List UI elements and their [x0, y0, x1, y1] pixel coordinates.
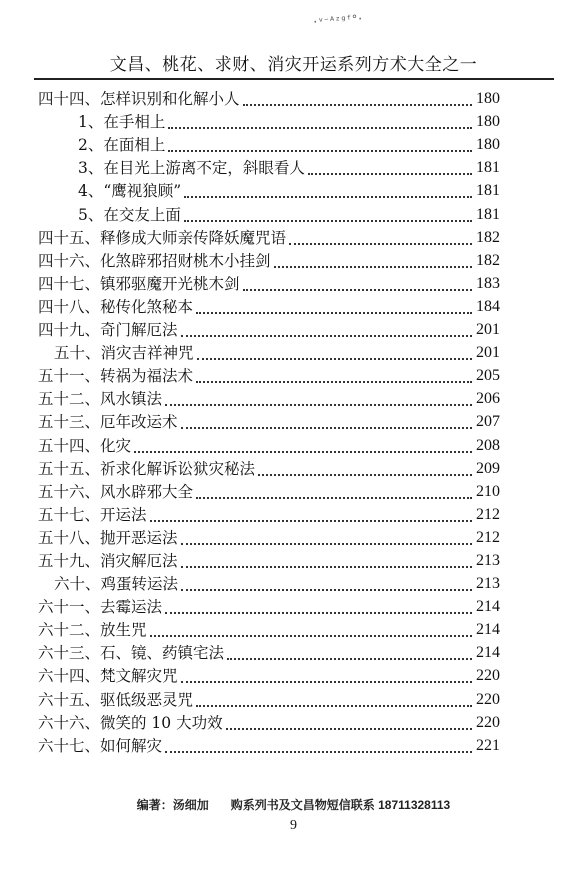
toc-entry: [38, 272, 500, 295]
dot-leader: [181, 542, 472, 545]
toc-entry: [38, 295, 500, 318]
toc-entry-page: 212: [476, 505, 500, 523]
dot-leader: [165, 403, 472, 406]
toc-entry-page: 201: [476, 321, 500, 339]
toc-entry-title: 2、在面相上: [78, 136, 166, 155]
dot-leader: [184, 195, 472, 198]
dot-leader: [258, 473, 472, 476]
toc-entry-title: 五十二、风水镇法: [38, 390, 163, 409]
toc-entry-page: 205: [476, 367, 500, 385]
toc-entry-page: 214: [476, 644, 500, 662]
dot-leader: [197, 357, 472, 360]
footer: [0, 796, 587, 813]
toc-entry-page: 181: [476, 159, 500, 177]
toc-entry-page: 183: [476, 274, 500, 292]
toc-entry-title: 六十七、如何解灾: [38, 736, 163, 755]
dot-leader: [181, 588, 472, 591]
toc-entry: [38, 341, 500, 364]
toc-entry: [38, 387, 500, 410]
dot-leader: [150, 519, 472, 522]
toc-entry-page: 209: [476, 459, 500, 477]
toc-entry-title: 五十、消灾吉祥神咒: [54, 344, 194, 363]
toc-entry: [38, 549, 500, 572]
running-header: 文昌、桃花、求财、消灾开运系列方术大全之一: [109, 55, 478, 75]
toc-entry-page: 208: [476, 436, 500, 454]
toc-entry-page: 213: [476, 575, 500, 593]
toc-entry: [38, 433, 500, 456]
toc-entry-page: 206: [476, 390, 500, 408]
toc-entry: [38, 457, 500, 480]
toc-entry-title: 5、在交友上面: [78, 205, 181, 224]
footer-author: 编著：汤细加: [136, 798, 209, 812]
toc-entry-title: 四十六、化煞辟邪招财桃木小挂剑: [38, 251, 271, 270]
dot-leader: [289, 242, 472, 245]
toc-entry-page: 207: [476, 413, 500, 431]
dot-leader: [274, 265, 472, 268]
toc-entry: [38, 572, 500, 595]
toc-entry-title: 六十五、驱低级恶灵咒: [38, 690, 194, 709]
toc-entry-title: 四十五、释修成大师亲传降妖魔咒语: [38, 228, 287, 247]
dot-leader: [165, 750, 472, 753]
dot-leader: [134, 450, 472, 453]
toc-entry-title: 六十六、微笑的 10 大功效: [38, 713, 223, 732]
toc-entry-page: 214: [476, 621, 500, 639]
toc-entry-title: 四十八、秘传化煞秘本: [38, 297, 194, 316]
dot-leader: [226, 727, 472, 730]
toc-entry-title: 五十八、抛开恶运法: [38, 528, 178, 547]
toc-entry: [38, 133, 500, 156]
toc-entry-page: 182: [476, 228, 500, 246]
toc-entry-title: 六十二、放生咒: [38, 621, 147, 640]
toc-entry-title: 4、“鹰视狼顾”: [78, 182, 182, 201]
dot-leader: [243, 288, 472, 291]
toc-entry-title: 六十、鸡蛋转运法: [54, 575, 179, 594]
toc-entry-title: 五十七、开运法: [38, 505, 147, 524]
dot-leader: [196, 380, 472, 383]
toc-entry: [38, 87, 500, 110]
dot-leader: [184, 219, 472, 222]
toc-entry-page: 210: [476, 482, 500, 500]
toc-entry-page: 180: [476, 136, 500, 154]
toc-entry-page: 180: [476, 90, 500, 108]
dot-leader: [196, 704, 472, 707]
dot-leader: [243, 103, 472, 106]
toc-entry-title: 四十九、奇门解厄法: [38, 321, 178, 340]
toc-entry-title: 五十三、厄年改运术: [38, 413, 178, 432]
toc-entry-page: 182: [476, 251, 500, 269]
dot-leader: [308, 172, 472, 175]
toc-entry: [38, 364, 500, 387]
toc-entry: [38, 503, 500, 526]
toc-entry-title: 四十四、怎样识别和化解小人: [38, 90, 240, 109]
dot-leader: [168, 149, 472, 152]
toc-entry: [38, 687, 500, 710]
dot-leader: [168, 126, 472, 129]
toc-entry: [38, 480, 500, 503]
dot-leader: [181, 426, 472, 429]
footer-contact: 购系列书及文昌物短信联系 18711328113: [230, 798, 451, 812]
toc-entry-title: 五十一、转祸为福法术: [38, 367, 194, 386]
toc-entry-page: 180: [476, 113, 500, 131]
dot-leader: [150, 634, 472, 637]
toc-entry-page: 214: [476, 598, 500, 616]
dot-leader: [196, 311, 472, 314]
page-number: 9: [290, 818, 297, 833]
toc-entry: [38, 202, 500, 225]
dot-leader: [181, 334, 472, 337]
toc-entry-title: 3、在目光上游离不定，斜眼看人: [78, 159, 305, 178]
dot-leader: [181, 680, 472, 683]
dot-leader: [196, 496, 472, 499]
toc-entry-title: 六十四、梵文解灾咒: [38, 667, 178, 686]
dot-leader: [165, 611, 472, 614]
toc-entry: [38, 249, 500, 272]
toc-entry: [38, 595, 500, 618]
toc-entry: [38, 711, 500, 734]
toc-entry: [38, 156, 500, 179]
toc-entry-page: 213: [476, 551, 500, 569]
toc-entry-title: 五十五、祈求化解诉讼狱灾秘法: [38, 459, 256, 478]
toc-entry-title: 六十三、石、镜、药镇宅法: [38, 644, 225, 663]
scan-smudge: ·ᵛ⁻ᴬᶻᵍᶠ°·: [311, 12, 364, 29]
toc-entry: [38, 734, 500, 757]
toc-entry-page: 220: [476, 690, 500, 708]
toc-entry: [38, 179, 500, 202]
toc-entry-page: 212: [476, 528, 500, 546]
toc-entry: [38, 410, 500, 433]
toc-entry-page: 220: [476, 713, 500, 731]
dot-leader: [227, 657, 472, 660]
toc-entry-title: 五十九、消灾解厄法: [38, 551, 178, 570]
toc-entry: [38, 226, 500, 249]
toc-entry-page: 181: [476, 182, 500, 200]
toc-entry-title: 六十一、去霉运法: [38, 598, 163, 617]
toc-entry: [38, 664, 500, 687]
toc-entry: [38, 526, 500, 549]
toc-entry-title: 1、在手相上: [78, 113, 166, 132]
dot-leader: [181, 565, 472, 568]
toc-entry-title: 五十四、化灾: [38, 436, 132, 455]
toc-entry: [38, 110, 500, 133]
header-rule: [34, 78, 554, 80]
toc-entry-page: 220: [476, 667, 500, 685]
toc-entry: [38, 618, 500, 641]
toc-entry-page: 181: [476, 205, 500, 223]
toc-entry-page: 201: [476, 344, 500, 362]
toc-entry-page: 221: [476, 736, 500, 754]
toc-entry: [38, 318, 500, 341]
toc-entry-page: 184: [476, 297, 500, 315]
table-of-contents: [38, 87, 500, 757]
toc-entry-title: 五十六、风水辟邪大全: [38, 482, 194, 501]
toc-entry: [38, 641, 500, 664]
toc-entry-title: 四十七、镇邪驱魔开光桃木剑: [38, 274, 240, 293]
